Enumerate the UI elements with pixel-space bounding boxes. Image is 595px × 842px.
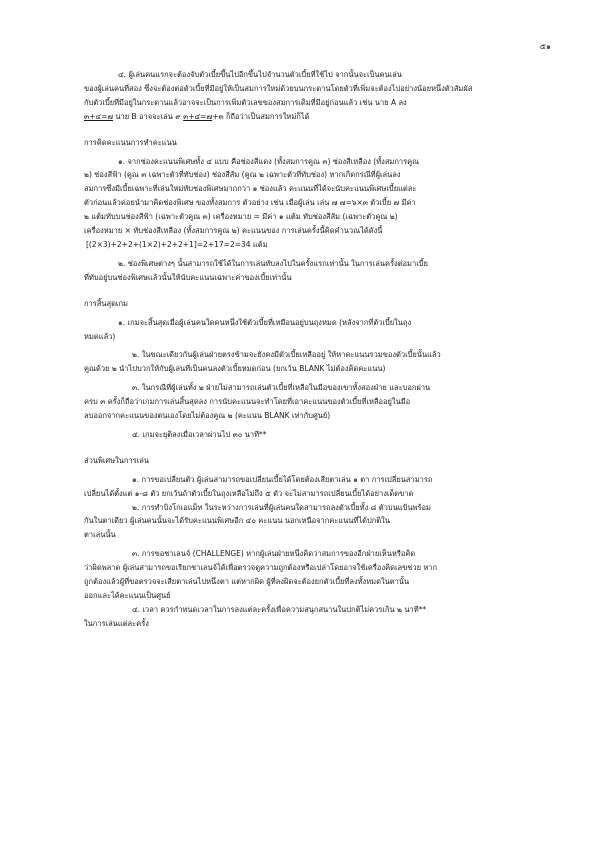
special-heading: ส่วนพิเศษในการเล่น (84, 455, 149, 465)
ending-3-line-2: ครบ ๓ ครั้งก็ถือว่าเกมการเล่นสิ้นสุดลง การนับคะแนนจะทำโดยที่เอาคะแนนของตัวเบี้ยที่เหลืออยู่ในมือ (84, 397, 411, 407)
ending-4-line-1: ๔. เกมจะยุติลงเมื่อเวลาผ่านไป ๓๐ นาที** (132, 429, 267, 439)
scoring-heading: การคิดคะแนนการทำคะแนน (84, 137, 177, 147)
rule-4-line-2: ของผู้เล่นคนที่สอง ซึ่งจะต้องต่อตัวเบี้ยที่มีอยู่ให้เป็นสมการใหม่ด้วยบนกระดานโดยตัวที่เพิ่มจะต้องไปอย่างน้อยหนึ่งตัวสัมผัส (84, 83, 473, 93)
example-text-b: นาย B อาจจะเล่น ๙ (113, 111, 184, 121)
special-2-line-3: ตาเล่นนั้น (84, 530, 116, 540)
scoring-1-line-6: เครื่องหมาย × ทับช่องสีเหลือง (ทั้งสมการคูณ ๒) คะแนนของ การเล่นครั้งนี้คิดคำนวณได้ดังนี้ (84, 226, 383, 236)
special-1-line-2: เปลี่ยนได้ตั้งแต่ ๑-๘ ตัว ยกเว้นถ้าตัวเบี้ยในถุงเหลือไม่ถึง ๕ ตัว จะไม่สามารถเปลี่ยนเบี้ยได้อย่างเด็ดขาด (84, 488, 414, 498)
ending-2-line-2: คูณด้วย ๒ นำไปบวกให้กับผู้เล่นที่เป็นคนลงตัวเบี้ยหมดก่อน (ยกเว้น BLANK ไม่ต้องคิดคะแนน) (84, 364, 386, 374)
scoring-1-line-4: ตัวก่อนแล้วค่อยนำมาคิดช่องพิเศษ ของทั้งสมการ ตัวอย่าง เช่น เมื่อผู้เล่น เล่น ๗ ๗=๖×๓ ตัวเบี้ย ๗ มีค่า (84, 198, 416, 208)
special-2-line-2: กันในตาเดียว ผู้เล่นคนนั้นจะได้รับคะแนนพิเศษอีก ๔๐ คะแนน นอกเหนือจากคะแนนที่ได้ปกติใน (84, 516, 390, 526)
rule-4-line-4 (84, 110, 532, 124)
scoring-1-line-3: สมการซึ่งมีเบี้ยเฉพาะที่เล่นใหม่ทับช่องพิเศษมากกว่า ๑ ช่องแล้ว คะแนนที่ได้จะนับคะแนนพิเศษเบี้ยแต่ละ (84, 184, 417, 194)
ending-1-line-2: หมดแล้ว) (84, 331, 116, 341)
scoring-1-line-1: ๑. จากช่องคะแนนพิเศษทั้ง ๔ แบบ คือช่องสีแดง (ทั้งสมการคูณ ๓) ช่องสีเหลือง (ทั้งสมการคูณ (118, 156, 420, 166)
ending-3-line-1: ๓. ในกรณีที่ผู้เล่นทั้ง ๒ ฝ่ายไม่สามารถเล่นตัวเบี้ยที่เหลือในมือของเขาทั้งสองฝ่าย และบอกผ่าน (132, 383, 431, 393)
scoring-1-line-5: ๒ แต้มทับบนช่องสีฟ้า (เฉพาะตัวคูณ ๓) เครื่องหมาย = มีค่า ๑ แต้ม ทับช่องสีส้ม (เฉพาะตัวคูณ ๒) (84, 212, 398, 222)
scoring-1-line-2: ๒) ช่องสีฟ้า (คูณ ๓ เฉพาะตัวที่ทับช่อง) ช่องสีส้ม (คูณ ๒ เฉพาะตัวที่ทับช่อง) หากเกิดกรณีที่ผู้เล่นลง (84, 170, 401, 180)
page-number: ๕๑ (539, 42, 551, 51)
scoring-2-line-1: ๒. ช่องพิเศษต่างๆ นั้นสามารถใช้ได้ในการเล่นทับลงไปในครั้งแรกเท่านั้น ในการเล่นครั้งต่อมาเบี้ย (118, 258, 428, 268)
ending-1-line-1: ๑. เกมจะสิ้นสุดเมื่อผู้เล่นคนใดคนหนึ่งใช้ตัวเบี้ยที่เหมือนอยู่บนถุงหมด (หลังจากที่ตัวเบี้ยในถุง (118, 317, 412, 327)
special-3-line-4: ออกและได้คะแนนเป็นศูนย์ (84, 591, 171, 600)
example-equation-b: ๓+๔=๗ (183, 111, 213, 121)
scoring-2-line-2: ที่ทับอยู่บนช่องพิเศษแล้วนั้นให้นับคะแนนเฉพาะค่าของเบี้ยเท่านั้น (84, 272, 292, 282)
special-3-line-1: ๓. การขอชาเลนจ์ (CHALLENGE) หากผู้เล่นฝ่ายหนึ่งคิดว่าสมการของอีกฝ่ายเห็นหรือคิด (132, 549, 416, 559)
rule-4-line-3: กับตัวเบี้ยที่มีอยู่ในกระดานแล้วอาจจะเป็นการเพิ่มตัวเลขของสมการเดิมที่มีอยู่ก่อนแล้ว เช่น นาย A ลง (84, 97, 407, 107)
special-4-line-2: ในการเล่นแต่ละครั้ง (84, 618, 149, 628)
special-3-line-3: ถูกต้องแล้วผู้ที่ขอตรวจจะเสียตาเล่นไปหนึ่งตา แต่หากผิด ผู้ที่ลงผิดจะต้องยกตัวเบี้ยที่ลงทั้งหมดในตานั้น (84, 577, 410, 587)
rule-4-line-1: ๔. ผู้เล่นคนแรกจะต้องจับตัวเบี้ยขึ้นไปอีกขึ้นไปจำนวนตัวเบี้ยที่ใช้ไป จากนั้นจะเป็นคนเล่น (118, 70, 402, 79)
scoring-formula: [(2×3)+2+2+(1×2)+2+2+1]=2+17=2=34 แต้ม (86, 239, 268, 249)
special-2-line-1: ๒. การทำบิงโกเอแม็ท ในระหว่างการเล่นที่ผู้เล่นคนใดสามารถลงตัวเบี้ยทั้ง ๘ ตัวบนแป้นพร้อม (132, 502, 431, 512)
document-body (84, 68, 532, 631)
special-4-line-1: ๔. เวลา ควรกำหนดเวลาในการลงแต่ละครั้งเพื่อความสนุกสนานในปกติไม่ควรเกิน ๒ นาที** (132, 604, 427, 614)
example-text-c: +๓ ก็ถือว่าเป็นสมการใหม่ก็ได้ (212, 111, 310, 121)
ending-heading: การสิ้นสุดเกม (84, 298, 128, 308)
example-equation-a: ๓+๔=๗ (84, 111, 114, 121)
ending-2-line-1: ๒. ในขณะเดียวกันผู้เล่นฝ่ายตรงข้ามจะยังคงมีตัวเบี้ยเหลืออยู่ ให้หาคะแนนรวมของตัวเบี้ยนั้นแล้ว (132, 350, 441, 360)
ending-3-line-3: ลบออกจากคะแนนของตนเองโดยไม่ต้องคูณ ๒ (คะแนน BLANK เท่ากับศูนย์) (84, 411, 331, 421)
special-3-line-2: ว่าผิดพลาด ผู้เล่นสามารถขอเรียกชาเลนจ์ได้เพื่อตรวจดูความถูกต้องหรือเปล่าโดยอาจใช้เครื่องคิดเลขช่วย หาก (84, 563, 438, 573)
special-1-line-1: ๑. การขอเปลี่ยนตัว ผู้เล่นสามารถขอเปลี่ยนเบี้ยได้โดยต้องเสียตาเล่น ๑ ตา การเปลี่ยนสามารถ (132, 474, 433, 484)
